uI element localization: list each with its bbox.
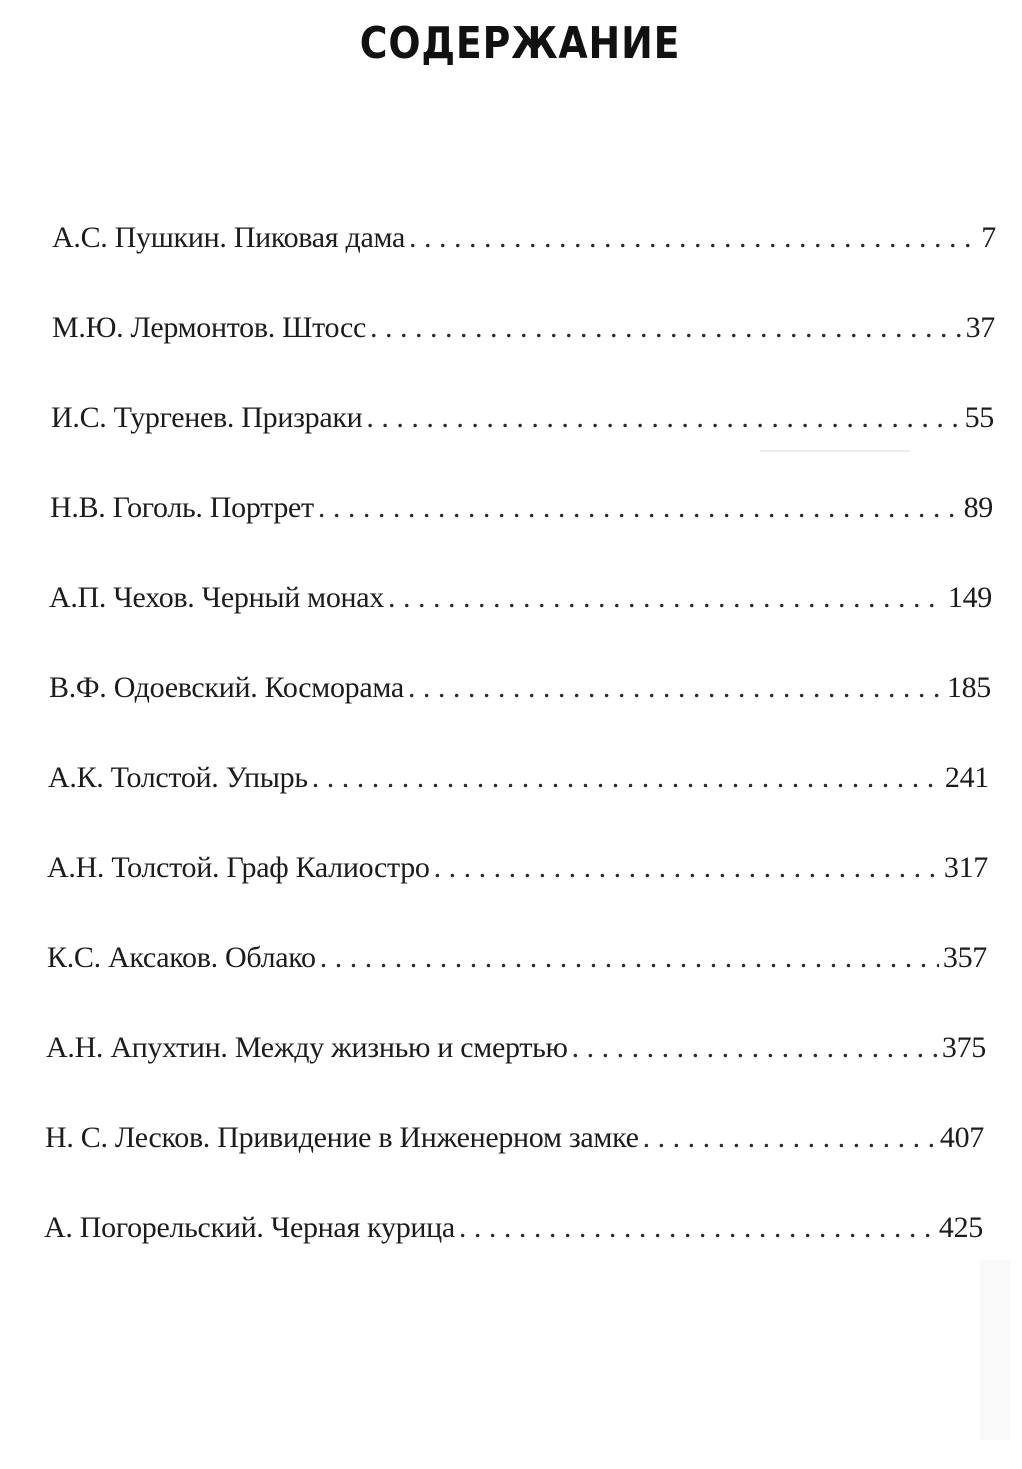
dot-leader bbox=[312, 758, 941, 798]
toc-entry-title: А.С. Пушкин. Пиковая дама bbox=[52, 221, 405, 254]
toc-entry-page: 375 bbox=[941, 1031, 986, 1064]
toc-entry bbox=[52, 308, 995, 348]
page-title: СОДЕРЖАНИЕ bbox=[359, 18, 681, 69]
toc-entry-page: 425 bbox=[938, 1211, 983, 1244]
toc-entry-page: 37 bbox=[965, 311, 995, 344]
dot-leader bbox=[408, 668, 943, 708]
toc-entry bbox=[49, 578, 992, 618]
toc-entry-title: А.Н. Толстой. Граф Калиостро bbox=[47, 851, 430, 884]
toc-entry-page: 241 bbox=[944, 761, 989, 794]
toc-entry-title: А.П. Чехов. Черный монах bbox=[49, 581, 385, 614]
dot-leader bbox=[409, 218, 977, 258]
toc-entry-title: Н. С. Лесков. Привидение в Инженерном замке bbox=[45, 1121, 639, 1154]
toc-entry-title: Н.В. Гоголь. Портрет bbox=[50, 491, 314, 524]
dot-leader bbox=[320, 938, 939, 978]
dot-leader bbox=[643, 1118, 936, 1158]
toc-entry bbox=[44, 1208, 983, 1248]
scan-smudge bbox=[980, 1260, 1010, 1440]
toc-entry-title: К.С. Аксаков. Облако bbox=[47, 941, 316, 974]
toc-entry-page: 89 bbox=[963, 491, 993, 524]
dot-leader bbox=[366, 398, 960, 438]
toc-entry bbox=[52, 218, 996, 258]
toc-entry-title: В.Ф. Одоевский. Косморама bbox=[49, 671, 404, 704]
dot-leader bbox=[572, 1028, 938, 1068]
toc-entry bbox=[51, 398, 994, 438]
toc-entry-page: 407 bbox=[939, 1121, 984, 1154]
toc-entry bbox=[46, 1028, 986, 1068]
toc-entry bbox=[48, 758, 989, 798]
toc-entry-page: 317 bbox=[943, 851, 988, 884]
toc-entry bbox=[47, 938, 987, 978]
toc-entry-page: 357 bbox=[942, 941, 987, 974]
dot-leader bbox=[318, 488, 960, 528]
toc-entry-page: 185 bbox=[946, 671, 991, 704]
toc-entry bbox=[47, 848, 988, 888]
dot-leader bbox=[370, 308, 962, 348]
scan-smudge bbox=[760, 450, 910, 452]
dot-leader bbox=[434, 848, 940, 888]
toc-entry-page: 55 bbox=[964, 401, 994, 434]
toc-entry-page: 149 bbox=[947, 581, 992, 614]
toc-entry-page: 7 bbox=[981, 221, 996, 254]
toc-entry-title: А.Н. Апухтин. Между жизнью и смертью bbox=[46, 1031, 568, 1064]
dot-leader bbox=[459, 1208, 935, 1248]
dot-leader bbox=[388, 578, 944, 618]
toc-entry-title: А. Погорельский. Черная курица bbox=[44, 1211, 455, 1244]
toc-entry bbox=[45, 1118, 984, 1158]
toc-entry-title: М.Ю. Лермонтов. Штосс bbox=[52, 311, 366, 344]
toc-entry bbox=[49, 668, 991, 708]
toc-entry bbox=[50, 488, 993, 528]
toc-entry-title: А.К. Толстой. Упырь bbox=[48, 761, 308, 794]
toc-entry-title: И.С. Тургенев. Призраки bbox=[51, 401, 363, 434]
